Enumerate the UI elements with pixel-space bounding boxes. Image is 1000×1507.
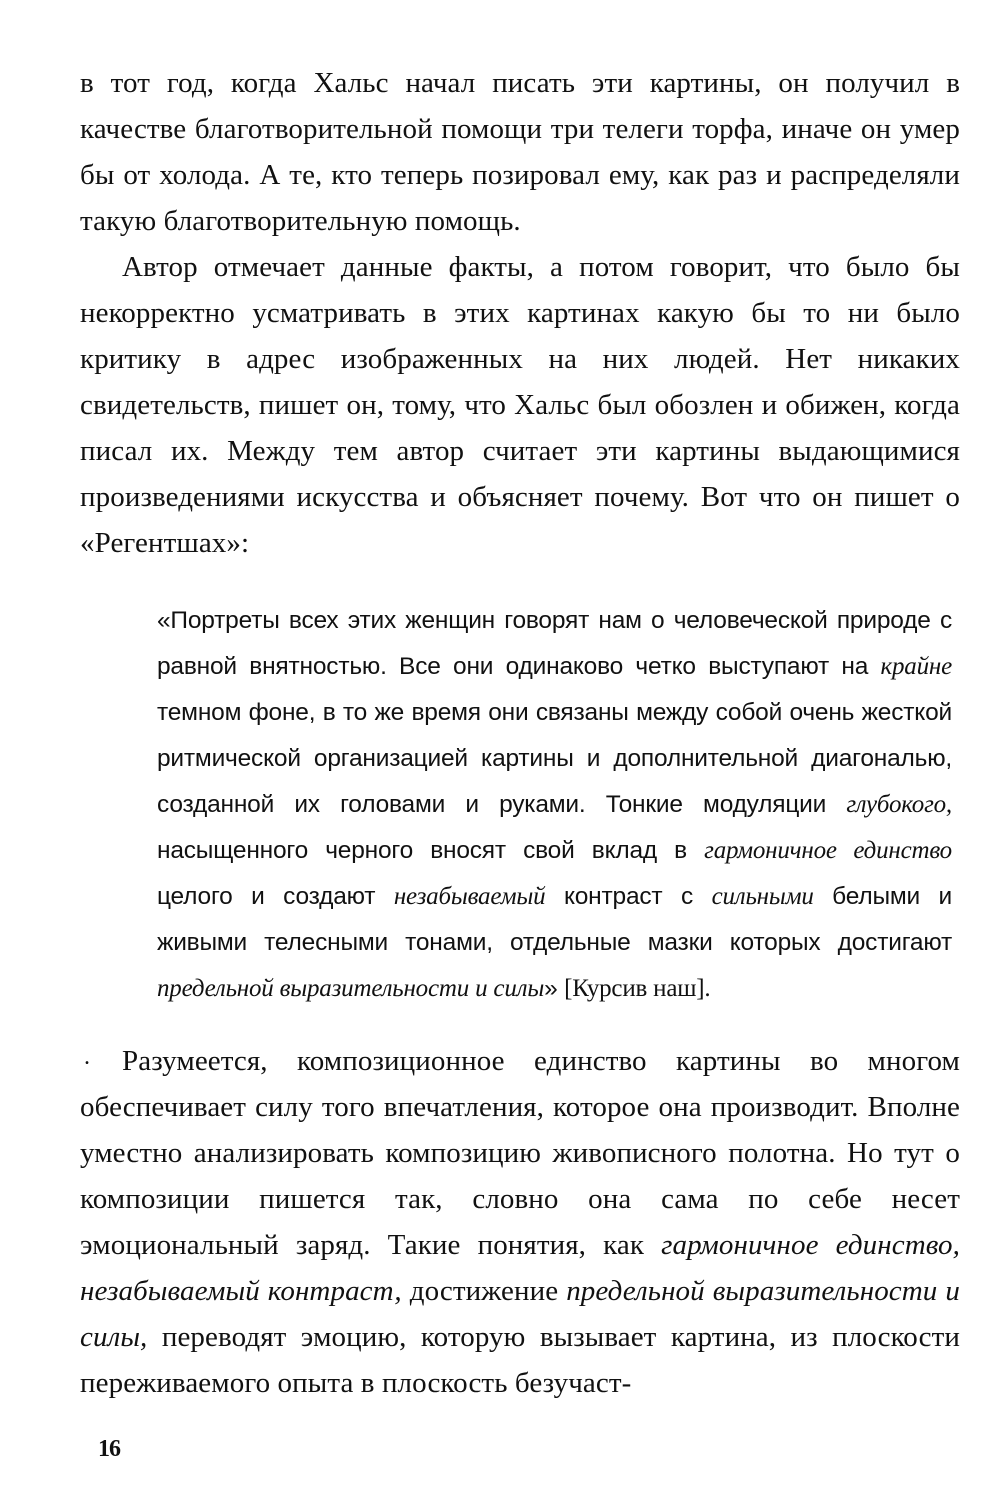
italic-emphasis: незабываемый: [393, 883, 546, 910]
italic-emphasis: сильными: [711, 883, 814, 910]
body-bottom: [80, 1038, 960, 1406]
paragraph-author-notes: Автор отмечает данные факты, а потом говорит, что было бы некорректно усматривать в этих картинах какую бы то ни было критику в адрес изображенных на них людей. Нет никаких свидетельств, пишет он, тому, что Хальс был обозлен и обижен, когда писал их. Между тем автор считает эти картины выдающимися произведениями искусства и объясняет почему. Вот что он пишет о «Регентшах»:: [80, 251, 960, 559]
italic-emphasis: гармоничное единство, незабываемый контраст,: [80, 1229, 960, 1307]
body-top: [80, 60, 960, 566]
italic-emphasis: предельной выразительности и силы: [157, 975, 545, 1002]
italic-emphasis: крайне: [880, 653, 952, 680]
italic-emphasis: гармоничное единство: [704, 837, 952, 864]
paragraph-continuation: в тот год, когда Хальс начал писать эти картины, он получил в качестве благотворительной помощи три телеги торфа, иначе он умер бы от холода. А те, кто теперь позировал ему, как раз и распределяли такую благотворительную помощь.: [80, 67, 960, 237]
editor-note: [Курсив наш].: [564, 975, 711, 1002]
page-number: 16: [98, 1436, 120, 1462]
italic-emphasis: глубокого,: [846, 791, 952, 818]
stray-mark: .: [84, 1044, 90, 1070]
block-quote: «Портреты всех этих женщин говорят нам о человеческой природе с равной внятностью. Все они одинаково четко выступают на крайне темном фоне, в то же время они связаны между собой очень жесткой ритмической организацией картины и дополнительной диагональю, созданной их головами и руками. Тонкие модуляции глубокого, насыщенного черного вносят свой вклад в гармоничное единство целого и создают незабываемый контраст с сильными белыми и живыми телесными тонами, отдельные мазки которых достигают предельной выразительности и силы» [Курсив наш].: [157, 607, 952, 1002]
italic-emphasis: предельной выразительности и силы,: [80, 1275, 960, 1353]
paragraph-analysis: Разумеется, композиционное единство картины во многом обеспечивает силу того впечатления, которое она производит. Вполне уместно анализировать композицию живописного полотна. Но тут о композиции пишется так, словно она сама по себе несет эмоциональный заряд. Такие понятия, как гармоничное единство, незабываемый контраст, достижение предельной выразительности и силы, переводят эмоцию, которую вызывает картина, из плоскости переживаемого опыта в плоскость безучаст-: [80, 1045, 960, 1399]
